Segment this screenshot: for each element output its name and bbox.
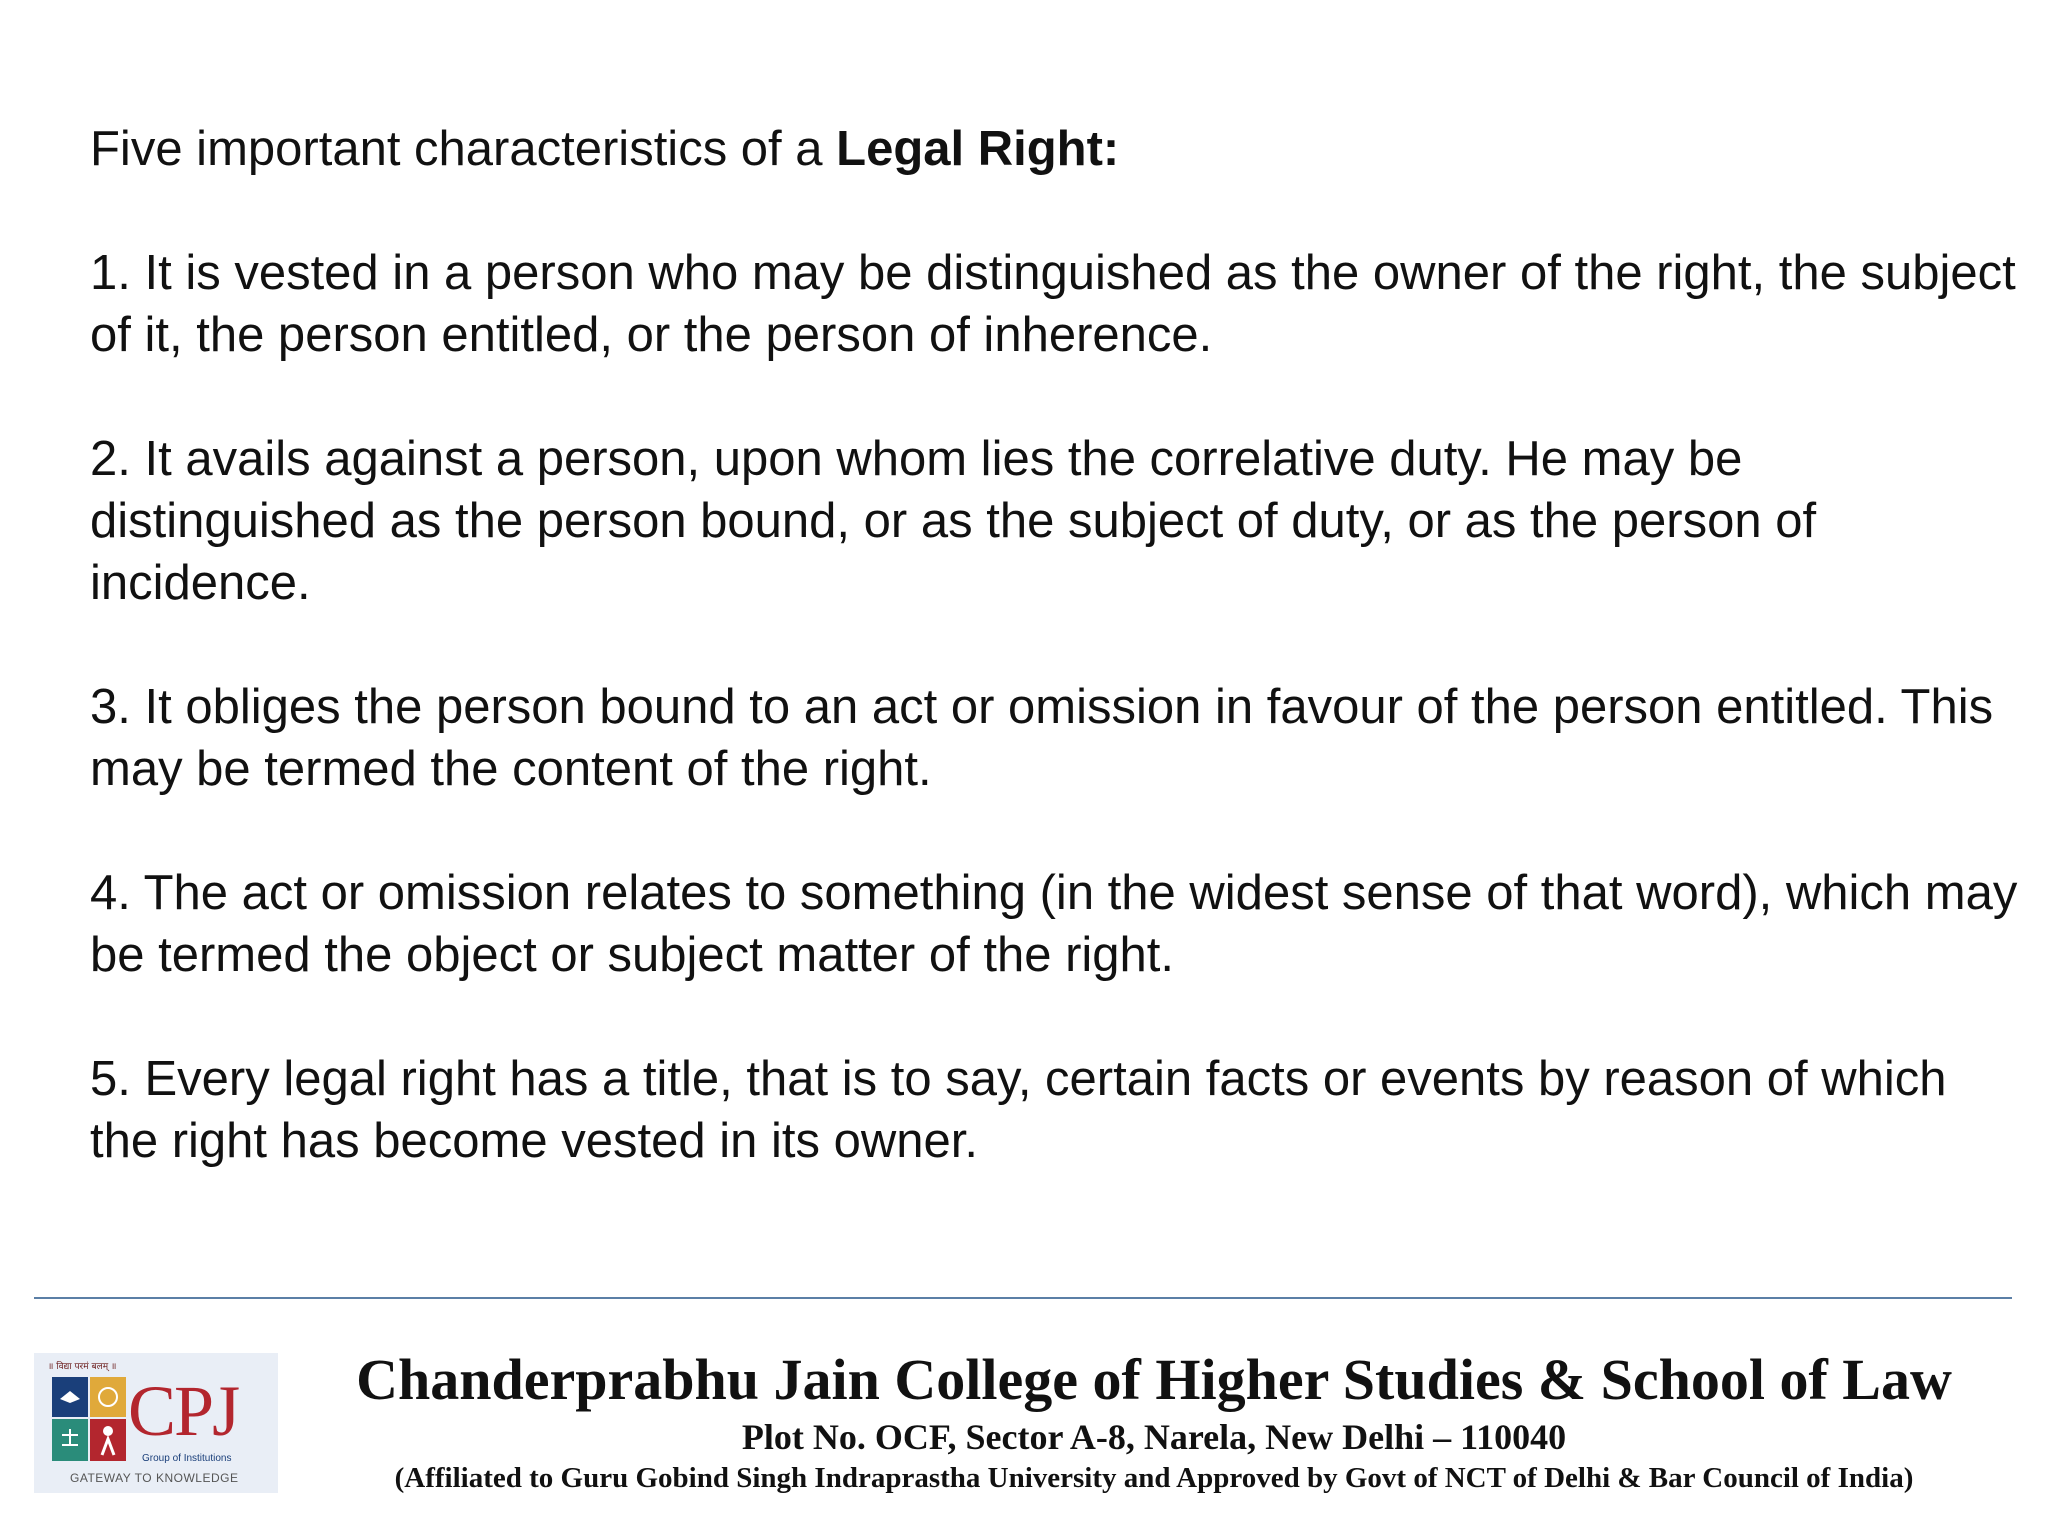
characteristic-3: 3. It obliges the person bound to an act or omission in favour of the person entitled. This may be termed the content of the right. bbox=[90, 680, 1994, 796]
footer-divider bbox=[34, 1297, 2012, 1299]
logo-group-text: Group of Institutions bbox=[142, 1453, 232, 1464]
heading-bold: Legal Right: bbox=[836, 122, 1120, 176]
college-info bbox=[296, 1345, 2012, 1497]
logo-gateway-text: GATEWAY TO KNOWLEDGE bbox=[70, 1471, 239, 1485]
logo-text: CPJ bbox=[128, 1371, 239, 1451]
characteristic-5: 5. Every legal right has a title, that is to say, certain facts or events by reason of which the right has become vested in its owner. bbox=[90, 1052, 1947, 1168]
characteristic-4: 4. The act or omission relates to something (in the widest sense of that word), which may be termed the object or subject matter of the right. bbox=[90, 866, 2018, 982]
college-name: Chanderprabhu Jain College of Higher Studies & School of Law bbox=[356, 1347, 1952, 1412]
characteristic-1: 1. It is vested in a person who may be distinguished as the owner of the right, the subject of it, the person entitled, or the person of inherence. bbox=[90, 246, 2016, 362]
college-logo bbox=[34, 1353, 278, 1493]
logo-tagline: ॥ विद्या परमं बलम् ॥ bbox=[48, 1362, 117, 1372]
college-address: Plot No. OCF, Sector A-8, Narela, New Delhi – 110040 bbox=[741, 1417, 1567, 1457]
college-affiliation: (Affiliated to Guru Gobind Singh Indraprastha University and Approved by Govt of NCT of Delhi & Bar Council of India) bbox=[394, 1462, 1914, 1494]
slide-heading bbox=[90, 118, 2020, 180]
footer bbox=[34, 1345, 2012, 1515]
slide-content bbox=[90, 118, 2020, 1234]
characteristic-2: 2. It avails against a person, upon whom lies the correlative duty. He may be distinguished as the person bound, or as the subject of duty, or as the person of incidence. bbox=[90, 432, 1817, 610]
heading-prefix: Five important characteristics of a bbox=[90, 122, 837, 176]
shield-icon bbox=[50, 1375, 128, 1465]
